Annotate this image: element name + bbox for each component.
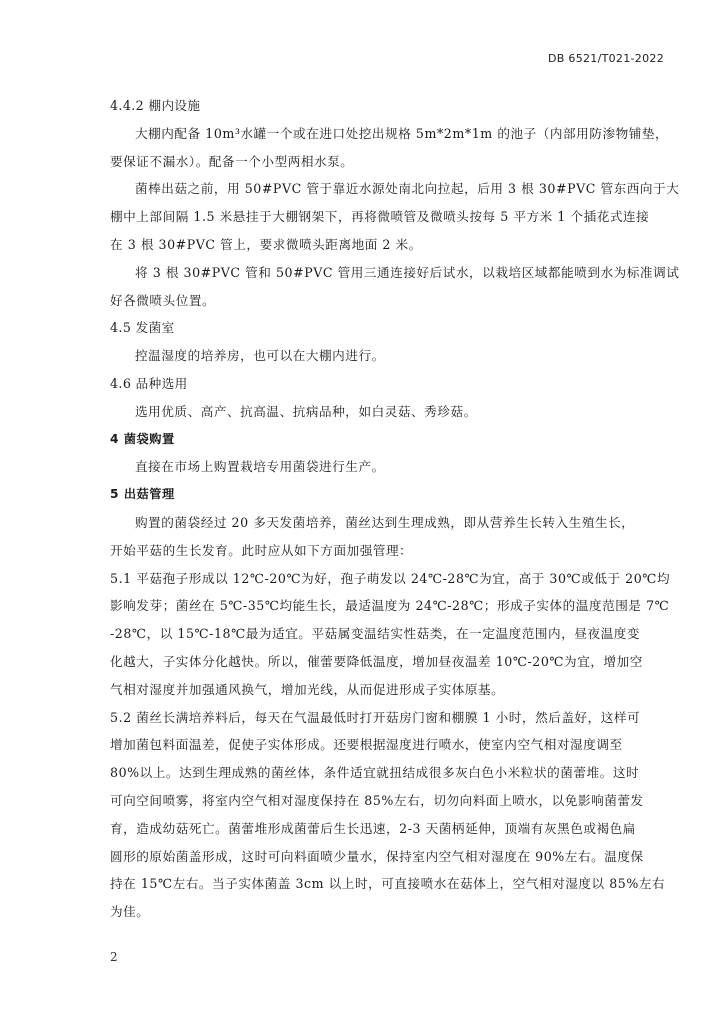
section-heading: 4.4.2 棚内设施 [110,98,201,113]
chapter-heading: 5 出菇管理 [110,487,175,502]
document-code: DB 6521/T021-2022 [548,52,664,65]
document-body [110,92,680,926]
paragraph-line: 5.2 菌丝长满培养料后，每天在气温最低时打开菇房门窗和棚膜 1 小时，然后盖好，这样可 [110,709,641,725]
paragraph-line: 在 3 根 30#PVC 管上，要求微喷头距离地面 2 米。 [110,236,422,252]
paragraph-line: 菌棒出菇之前，用 50#PVC 管于靠近水源处南北向拉起，后用 3 根 30#PVC 管东西向于大 [135,181,680,197]
section-heading: 4.5 发菌室 [110,320,175,336]
paragraph-line: 将 3 根 30#PVC 管和 50#PVC 管用三通连接好后试水，以栽培区域都能喷到水为标准调试 [135,264,680,280]
paragraph-line: 好各微喷头位置。 [110,292,216,308]
paragraph-line: -28℃，以 15℃-18℃最为适宜。平菇属变温结实性菇类，在一定温度范围内，昼夜温度变 [110,626,641,642]
paragraph-line: 购置的菌袋经过 20 多天发菌培养，菌丝达到生理成熟，即从营养生长转入生殖生长， [135,514,635,530]
paragraph-line: 选用优质、高产、抗高温、抗病品种，如白灵菇、秀珍菇。 [135,403,477,419]
page-number: 2 [110,950,118,964]
paragraph-line: 持在 15℃左右。当子实体菌盖 3cm 以上时，可直接喷水在菇体上，空气相对湿度以 85%左右 [110,876,666,892]
paragraph-line: 棚中上部间隔 1.5 米悬挂于大棚钢架下，再将微喷管及微喷头按每 5 平方米 1 个插花式连接 [110,209,650,225]
paragraph-line: 气相对湿度并加强通风换气，增加光线，从而促进形成子实体原基。 [110,681,505,697]
paragraph-line: 大棚内配备 10m³水罐一个或在进口处挖出规格 5m*2m*1m 的池子（内部用防渗物铺垫， [135,125,669,141]
paragraph-line: 控温湿度的培养房，也可以在大棚内进行。 [135,348,385,364]
paragraph-line: 要保证不漏水）。配备一个小型两相水泵。 [110,153,354,169]
paragraph-line: 增加菌包料面温差，促使子实体形成。还要根据湿度进行喷水，使室内空气相对湿度调至 [110,737,623,753]
paragraph-line: 5.1 平菇孢子形成以 12℃-20℃为好，孢子萌发以 24℃-28℃为宜，高于 30℃或低于 20℃均 [110,570,671,586]
chapter-heading: 4 菌袋购置 [110,431,175,446]
paragraph-line: 可向空间喷雾，将室内空气相对湿度保持在 85%左右，切勿向料面上喷水，以免影响菌蕾发 [110,792,644,808]
paragraph-line: 化越大，子实体分化越快。所以，催蕾要降低温度，增加昼夜温差 10℃-20℃为宜，增加空 [110,653,643,669]
paragraph-line: 开始平菇的生长发育。此时应从如下方面加强管理： [110,542,413,558]
paragraph-line: 80%以上。达到生理成熟的菌丝体，条件适宜就扭结成很多灰白色小米粒状的菌蕾堆。这时 [110,765,640,781]
paragraph-line: 直接在市场上购置栽培专用菌袋进行生产。 [135,459,385,475]
paragraph-line: 育，造成幼菇死亡。菌蕾堆形成菌蕾后生长迅速，2-3 天菌柄延伸，顶端有灰黑色或褐色扁 [110,820,636,836]
section-heading: 4.6 品种选用 [110,375,188,391]
paragraph-line: 影响发芽；菌丝在 5℃-35℃均能生长，最适温度为 24℃-28℃；形成子实体的温度范围是 7℃ [110,598,670,614]
paragraph-line: 圆形的原始菌盖形成，这时可向料面喷少量水，保持室内空气相对湿度在 90%左右。温度保 [110,848,644,864]
paragraph-line: 为佳。 [110,904,150,920]
